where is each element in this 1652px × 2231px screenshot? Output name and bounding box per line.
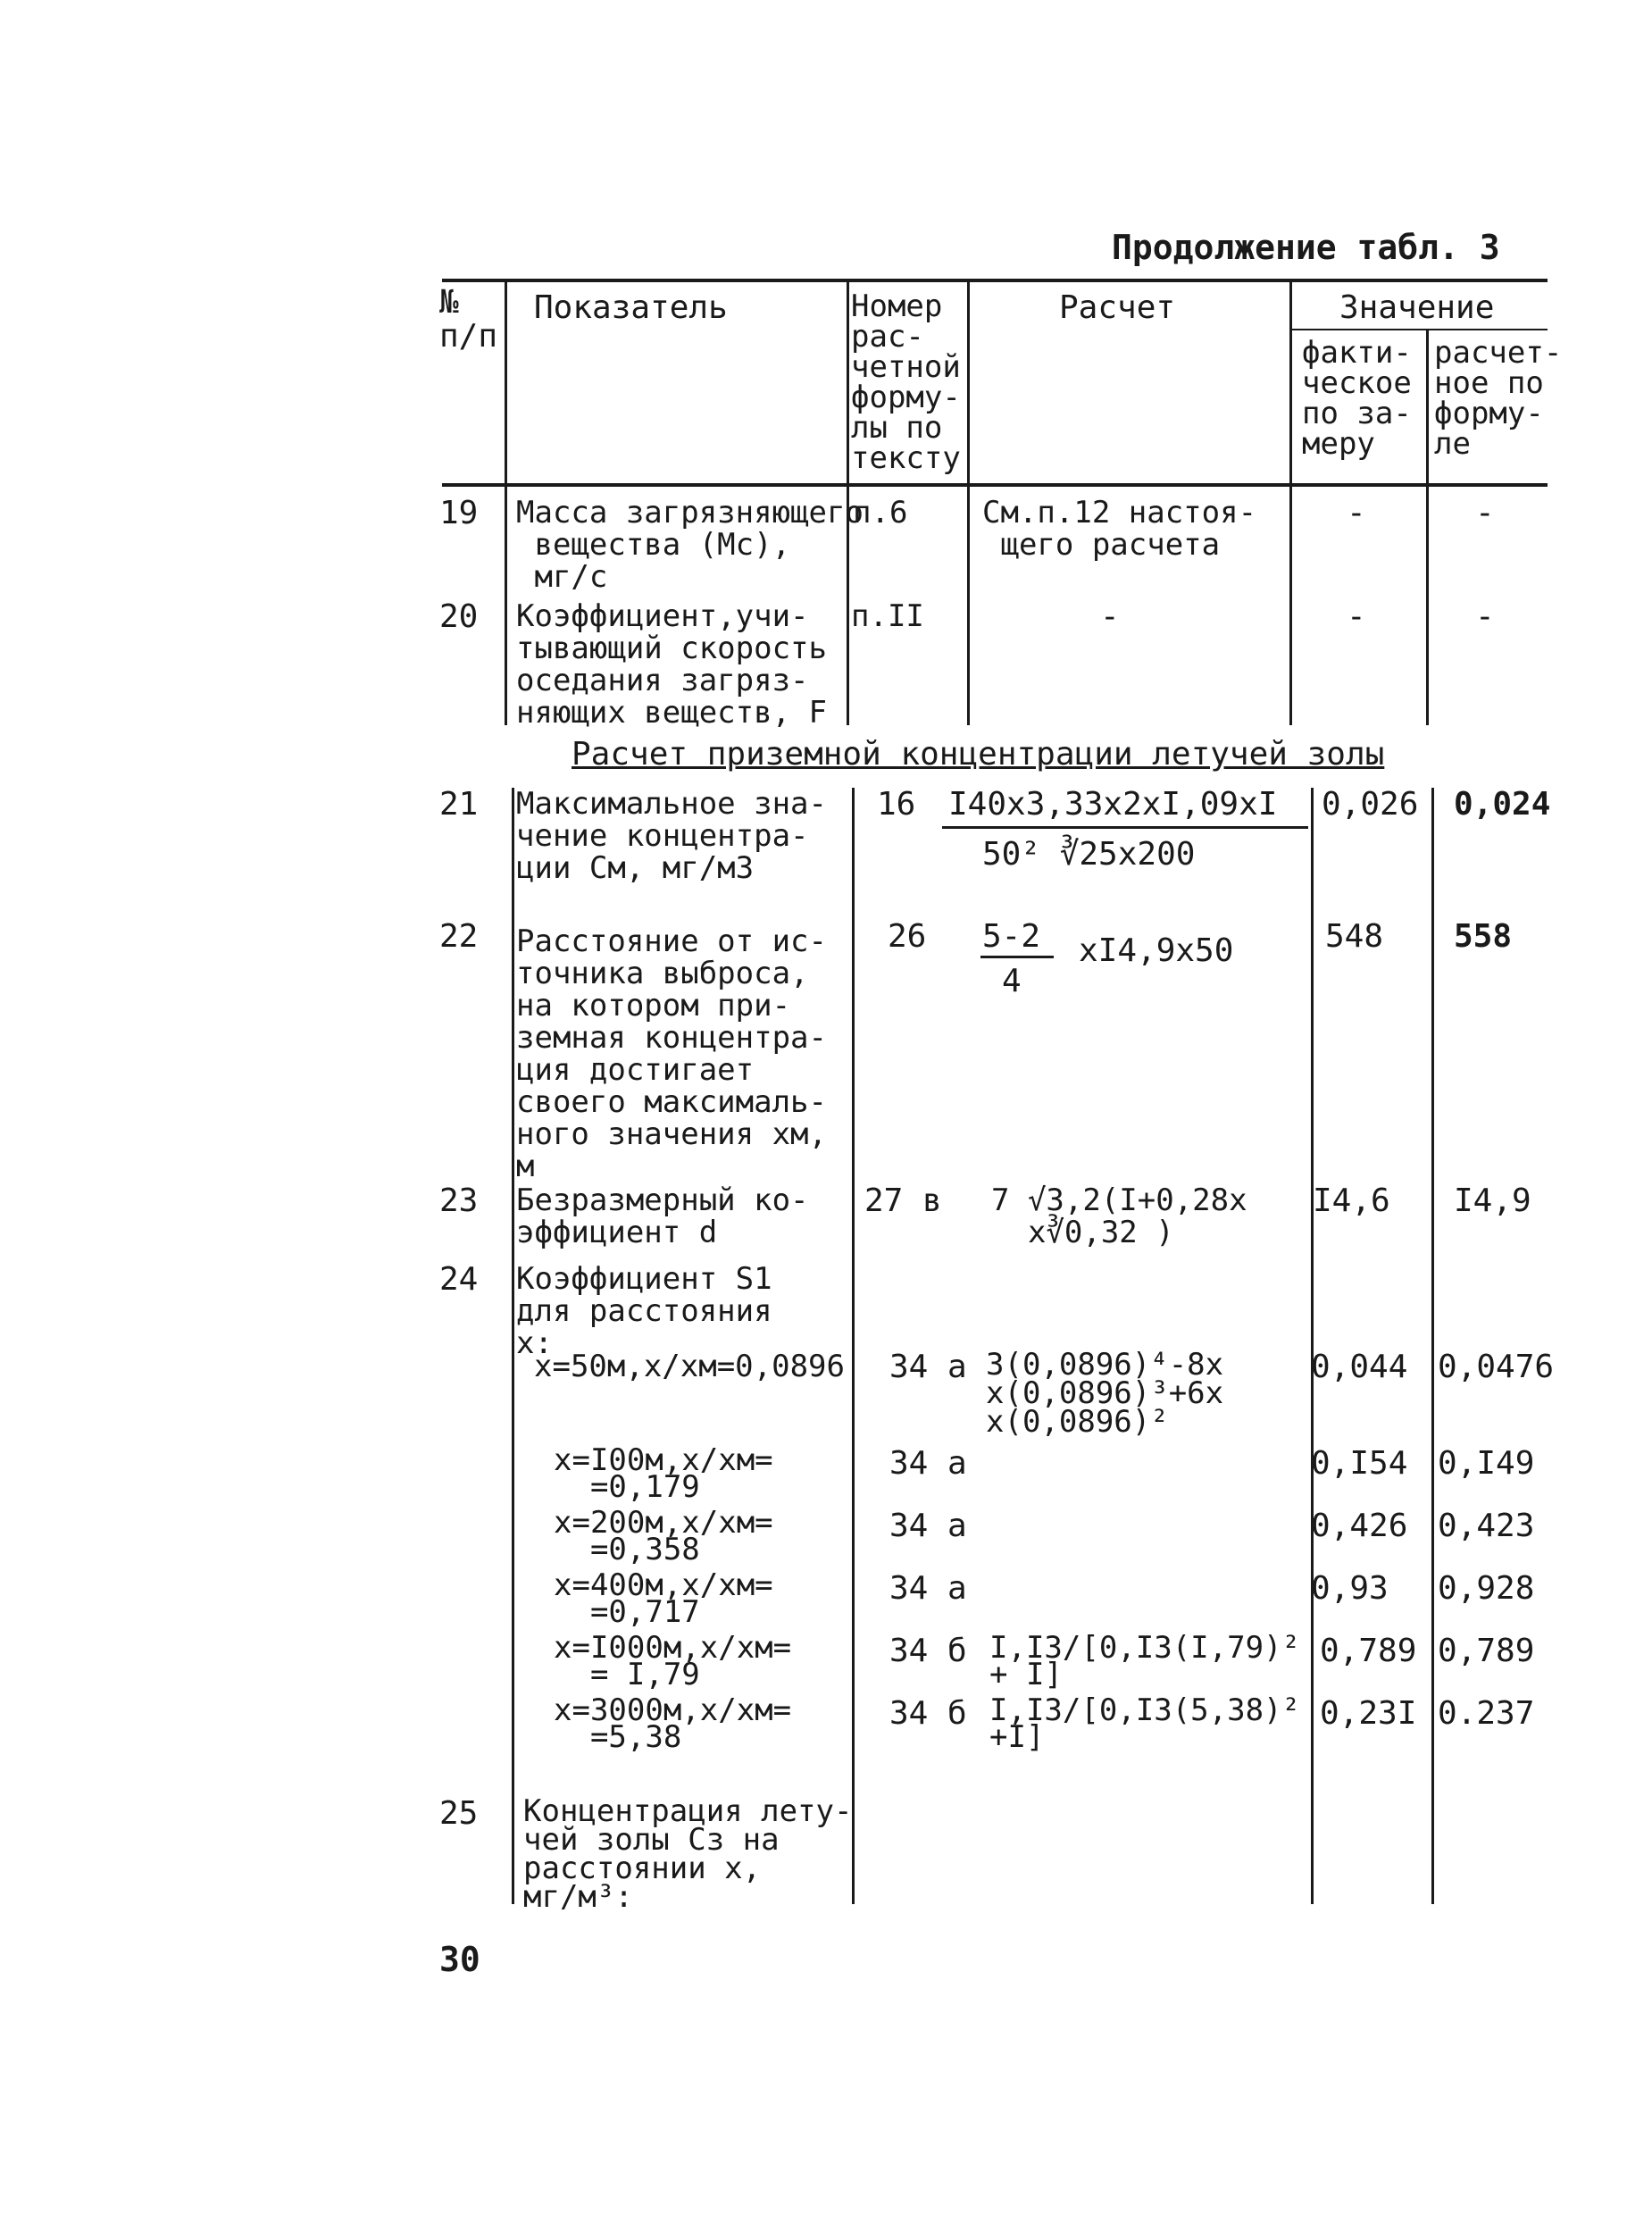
row-19-calc: См.п.12 настоя- щего расчета bbox=[982, 495, 1257, 563]
subrow-5-x: x=I000м,x/xм= = I,79 bbox=[554, 1630, 792, 1692]
row-22-indicator: Расстояние от ис- точника выброса, на котором при- земная концентра- ция достигает своего максималь- ного значения xм, м bbox=[516, 923, 827, 1184]
col-divider-1 bbox=[505, 280, 507, 725]
subrow-1-computed: 0,0476 bbox=[1438, 1349, 1555, 1385]
row-22-num: 22 bbox=[439, 918, 479, 955]
subrow-1-x: x=50м,x/xм=0,0896 bbox=[534, 1349, 845, 1384]
row-21-calc-numerator: I40x3,33x2xI,09xI bbox=[948, 786, 1278, 823]
col-divider-5 bbox=[1426, 329, 1429, 725]
row-21-fraction-bar bbox=[942, 826, 1308, 829]
col-divider-4 bbox=[1289, 280, 1292, 725]
subrow-2-computed: 0,I49 bbox=[1438, 1445, 1535, 1482]
row-20-formula: п.II bbox=[851, 598, 924, 634]
row-22-formula: 26 bbox=[888, 918, 927, 955]
subrow-2-actual: 0,I54 bbox=[1311, 1445, 1408, 1482]
row-19-computed: - bbox=[1475, 495, 1495, 531]
header-formula-no: Номер рас- четной форму- лы по тексту bbox=[851, 288, 961, 476]
row-20-calc: - bbox=[1100, 598, 1120, 635]
subrow-2-x: x=I00м,x/xм= =0,179 bbox=[554, 1442, 773, 1505]
row-24-num: 24 bbox=[439, 1261, 479, 1298]
row-24-indicator: Коэффициент S1 для расстояния x: bbox=[516, 1261, 772, 1361]
header-indicator: Показатель bbox=[534, 289, 728, 326]
table-top-rule bbox=[442, 279, 1548, 282]
header-value: Значение bbox=[1339, 289, 1495, 326]
subrow-6-formula: 34 б bbox=[889, 1695, 967, 1732]
subrow-3-formula: 34 а bbox=[889, 1508, 967, 1544]
row-23-num: 23 bbox=[439, 1182, 479, 1219]
subrow-5-calc: I,I3/[0,I3(I,79)² + I] bbox=[989, 1630, 1300, 1692]
row-21-indicator: Максимальное зна- чение концентра- ции Cм, мг/м3 bbox=[516, 786, 827, 886]
row-21-formula: 16 bbox=[877, 786, 916, 823]
row-23-computed: I4,9 bbox=[1454, 1182, 1531, 1219]
row-21-actual: 0,026 bbox=[1322, 786, 1419, 823]
page-number: 30 bbox=[439, 1940, 480, 1979]
col-divider-5-lower bbox=[1431, 788, 1434, 1904]
row-20-num: 20 bbox=[439, 598, 479, 635]
subrow-2-formula: 34 а bbox=[889, 1445, 967, 1482]
subrow-3-computed: 0,423 bbox=[1438, 1508, 1535, 1544]
header-calc: Расчет bbox=[1059, 289, 1176, 326]
subrow-6-actual: 0,23I bbox=[1320, 1695, 1417, 1732]
subrow-3-x: x=200м,x/xм= =0,358 bbox=[554, 1505, 773, 1567]
value-subheader-rule bbox=[1289, 329, 1548, 330]
subrow-1-calc: 3(0,0896)⁴-8x x(0,0896)³+6x x(0,0896)² bbox=[986, 1347, 1224, 1440]
subrow-4-formula: 34 а bbox=[889, 1570, 967, 1607]
header-bottom-rule bbox=[442, 483, 1548, 487]
row-20-actual: - bbox=[1347, 598, 1366, 635]
row-25-indicator: Концентрация лету- чей золы Cз на расстоянии x, мг/м³: bbox=[523, 1793, 853, 1915]
subrow-3-actual: 0,426 bbox=[1311, 1508, 1408, 1544]
subrow-5-actual: 0,789 bbox=[1320, 1633, 1417, 1669]
header-computed: расчет- ное по форму- ле bbox=[1434, 335, 1563, 462]
row-23-formula: 27 в bbox=[864, 1182, 942, 1219]
row-22-calc-numerator: 5-2 bbox=[982, 918, 1041, 955]
col-divider-1-lower bbox=[512, 788, 514, 1904]
row-22-calc-tail: xI4,9x50 bbox=[1079, 932, 1234, 969]
table-caption: Продолжение табл. 3 bbox=[1112, 228, 1500, 267]
row-20-indicator: Коэффициент,учи- тывающий скорость оседания загряз- няющих веществ, F bbox=[516, 598, 827, 731]
subrow-5-formula: 34 б bbox=[889, 1633, 967, 1669]
subrow-6-x: x=3000м,x/xм= =5,38 bbox=[554, 1692, 792, 1755]
row-19-num: 19 bbox=[439, 495, 479, 531]
row-21-calc-denominator: 50² ∛25x200 bbox=[982, 836, 1196, 873]
row-22-fraction-bar bbox=[980, 956, 1054, 958]
subrow-1-actual: 0,044 bbox=[1311, 1349, 1408, 1385]
subrow-4-computed: 0,928 bbox=[1438, 1570, 1535, 1607]
row-23-indicator: Безразмерный ко- эффициент d bbox=[516, 1182, 809, 1250]
header-num: № п/п bbox=[439, 284, 498, 355]
row-23-calc: 7 √3,2(I+0,28x x∛0,32 ) bbox=[991, 1182, 1247, 1250]
subrow-6-calc: I,I3/[0,I3(5,38)² +I] bbox=[989, 1692, 1300, 1755]
col-divider-3 bbox=[967, 280, 970, 725]
subrow-5-computed: 0,789 bbox=[1438, 1633, 1535, 1669]
row-22-actual: 548 bbox=[1325, 918, 1384, 955]
row-21-num: 21 bbox=[439, 786, 479, 823]
row-20-computed: - bbox=[1475, 598, 1495, 635]
subrow-1-formula: 34 а bbox=[889, 1349, 967, 1385]
row-25-num: 25 bbox=[439, 1795, 479, 1832]
col-divider-2-lower bbox=[852, 788, 855, 1904]
col-divider-4-lower bbox=[1311, 788, 1314, 1904]
subrow-4-actual: 0,93 bbox=[1311, 1570, 1389, 1607]
row-23-actual: I4,6 bbox=[1313, 1182, 1390, 1219]
row-21-computed: 0,024 bbox=[1454, 786, 1551, 823]
row-22-calc-denominator: 4 bbox=[1002, 963, 1022, 999]
header-actual: факти- ческое по за- меру bbox=[1302, 335, 1412, 462]
row-19-actual: - bbox=[1347, 495, 1366, 531]
subrow-4-x: x=400м,x/xм= =0,717 bbox=[554, 1567, 773, 1630]
row-19-indicator: Масса загрязняющего вещества (Mc), мг/с bbox=[516, 495, 864, 595]
subrow-6-computed: 0.237 bbox=[1438, 1695, 1535, 1732]
row-22-computed: 558 bbox=[1454, 918, 1513, 955]
section-title: Расчет приземной концентрации летучей золы bbox=[572, 736, 1385, 773]
row-19-formula: п.6 bbox=[853, 495, 908, 531]
